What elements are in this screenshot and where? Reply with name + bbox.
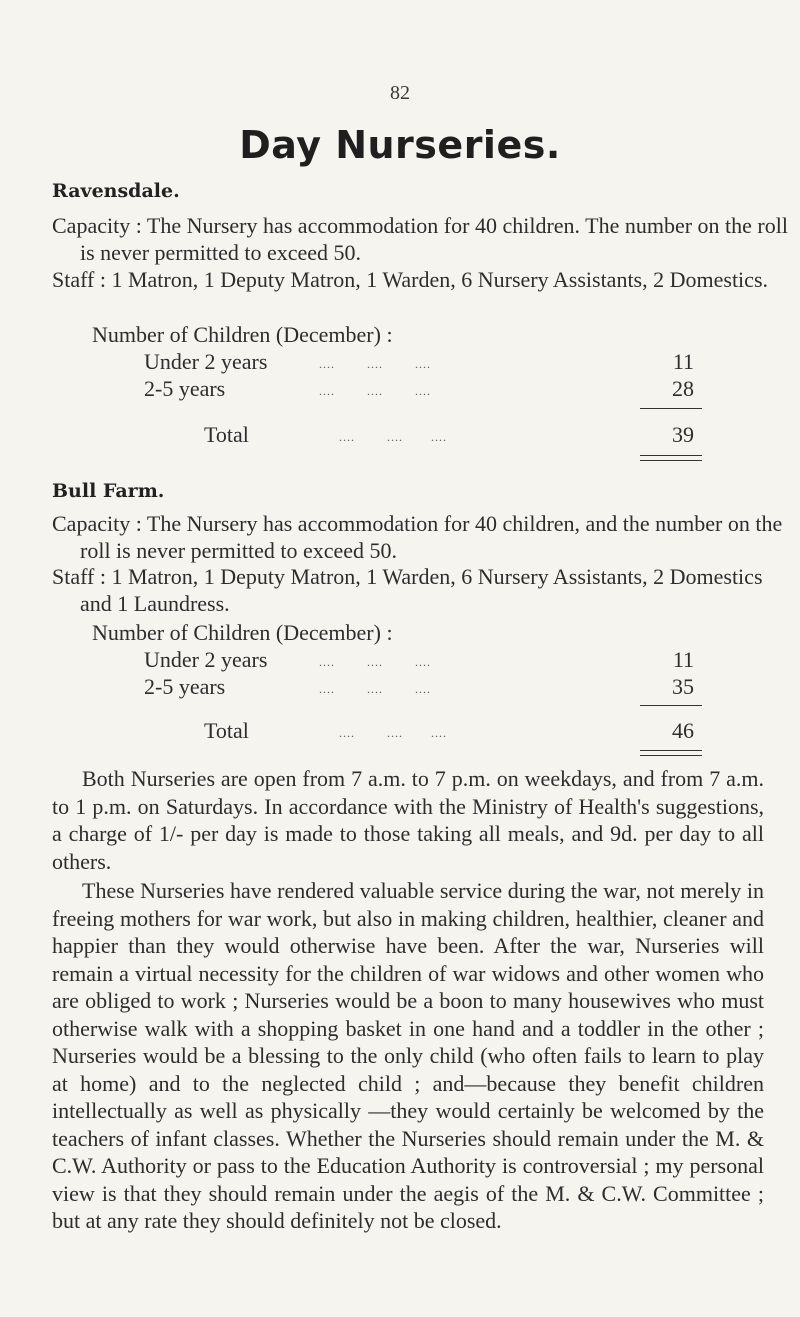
ravensdale-total-row — [144, 422, 694, 449]
total-label: Total — [204, 422, 249, 447]
row-label: 2-5 years — [144, 674, 226, 699]
ravensdale-capacity: Capacity : The Nursery has accommodation for 40 children. The number on the roll is never permitted to exceed 50. — [52, 213, 788, 265]
total-value: 39 — [672, 422, 694, 447]
subtotal-rule — [640, 408, 702, 409]
row-value: 35 — [672, 674, 694, 699]
section-heading-bull-farm: Bull Farm. — [52, 480, 165, 502]
leader-dots: .... .... .... — [319, 357, 431, 371]
total-value: 46 — [672, 718, 694, 743]
ravensdale-row-under-2 — [144, 349, 694, 376]
row-label: Under 2 years — [144, 349, 268, 374]
leader-dots: .... .... .... — [319, 655, 431, 669]
total-double-rule — [640, 455, 702, 461]
bull-farm-row-2-5 — [144, 674, 694, 701]
page-title: Day Nurseries. — [239, 123, 561, 167]
paragraph-opening-hours: Both Nurseries are open from 7 a.m. to 7 p.m. on weekdays, and from 7 a.m. to 1 p.m. on Saturdays. In accordance with the Ministry of Health's suggestions, a charge of 1/- per day is made to those taking all meals, and 9d. per day to all others. — [52, 766, 764, 874]
bull-farm-capacity: Capacity : The Nursery has accommodation for 40 children, and the number on the roll is never permitted to exceed 50. — [52, 511, 783, 563]
bull-farm-staff: Staff : 1 Matron, 1 Deputy Matron, 1 Warden, 6 Nursery Assistants, 2 Domestics and 1 Laundress. — [52, 564, 763, 616]
ravensdale-row-2-5 — [144, 376, 694, 403]
leader-dots: .... .... .... — [339, 430, 447, 444]
leader-dots: .... .... .... — [319, 682, 431, 696]
row-value: 11 — [672, 647, 694, 672]
subtotal-rule — [640, 705, 702, 706]
row-label: Under 2 years — [144, 647, 268, 672]
ravensdale-children-heading: Number of Children (December) : — [92, 322, 393, 347]
bull-farm-row-under-2 — [144, 647, 694, 674]
total-double-rule — [640, 750, 702, 756]
ravensdale-staff: Staff : 1 Matron, 1 Deputy Matron, 1 Warden, 6 Nursery Assistants, 2 Domestics. — [52, 267, 768, 292]
row-value: 11 — [672, 349, 694, 374]
page-number: 82 — [390, 82, 410, 104]
leader-dots: .... .... .... — [339, 726, 447, 740]
bull-farm-total-row — [144, 718, 694, 745]
row-label: 2-5 years — [144, 376, 226, 401]
leader-dots: .... .... .... — [319, 384, 431, 398]
paragraph-nurseries-value: These Nurseries have rendered valuable service during the war, not merely in freeing mothers for war work, but also in making children, healthier, cleaner and happier than they would otherwise have been. After the war, Nurseries will remain a virtual necessity for the children of war widows and other women who are obliged to work ; Nurseries would be a boon to many housewives who must otherwise walk with a shopping basket in one hand and a toddler in the other ; Nurseries would be a blessing to the only child (who often fails to learn to play at home) and to the neglected child ; and—because they benefit children intellectually as well as physically —they would certainly be welcomed by the teachers of infant classes. Whether the Nurseries should remain under the M. & C.W. Authority or pass to the Education Authority is controversial ; my personal view is that they should remain under the aegis of the M. & C.W. Committee ; but at any rate they should definitely not be closed. — [52, 878, 764, 1233]
total-label: Total — [204, 718, 249, 743]
bull-farm-children-heading: Number of Children (December) : — [92, 620, 393, 645]
section-heading-ravensdale: Ravensdale. — [52, 180, 180, 202]
row-value: 28 — [672, 376, 694, 401]
